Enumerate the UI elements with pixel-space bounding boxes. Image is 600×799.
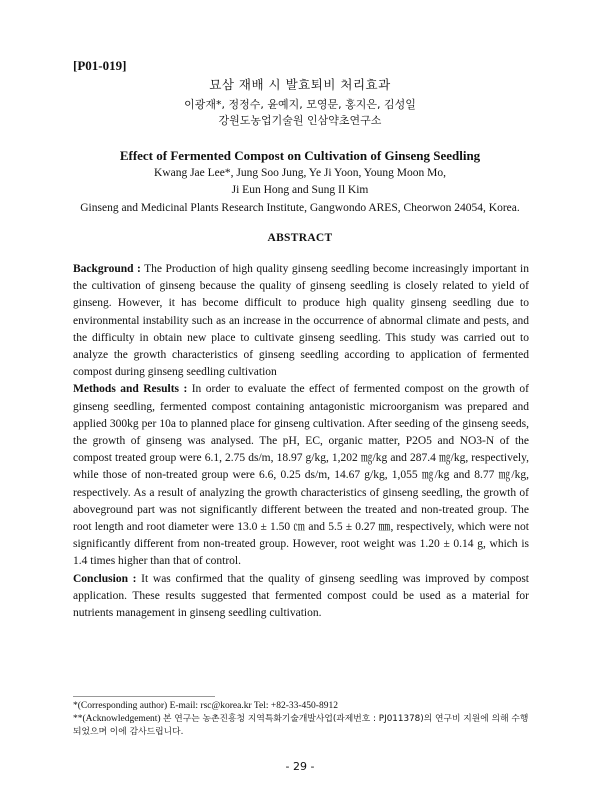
korean-authors: 이광재*, 정정수, 윤예지, 모영문, 홍지은, 김성일 <box>184 98 416 111</box>
background-paragraph <box>73 261 529 381</box>
english-authors-line2: Ji Eun Hong and Sung Il Kim <box>231 184 369 196</box>
abstract-code: [P01-019] <box>73 58 127 73</box>
english-title: Effect of Fermented Compost on Cultivation of Ginseng Seedling <box>119 148 481 163</box>
korean-affiliation: 강원도농업기술원 인삼약초연구소 <box>218 114 382 127</box>
page-number: - 29 - <box>285 760 315 773</box>
methods-text: In order to evaluate the effect of fermented compost on the growth of ginseng seedling, fermented compost containing antagonistic microorganism was prepared and applied 300kg per 10a to planned place for ginseng cultivation. After seeding of the ginseng seeds, the growth of ginseng was analysed. The pH, EC, organic matter, P2O5 and NO3-N of the compost treated group were 6.1, 2.75 ds/m, 18.97 g/kg, 1,202 ㎎/kg and 287.4 ㎎/kg, respectively, while those of non-treated group were 6.6, 0.25 ds/m, 14.67 g/kg, 1,055 ㎎/kg and 8.77 ㎎/kg, respectively. As a result of analyzing the growth characteristics of ginseng seedling, the growth of aboveground part was not significantly different between the treated and non-treated group. The root length and root diameter were 13.0 ± 1.50 ㎝ and 5.5 ± 0.27 ㎜, respectively, which were not significantly different from non-treated group. However, root weight was 1.20 ± 0.14 g, which is 1.4 times higher than that of control. <box>73 383 529 568</box>
footnote-acknowledgement <box>73 713 533 739</box>
footnote-corresponding: *(Corresponding author) E-mail: rsc@korea.kr Tel: +82-33-450-8912 <box>73 701 338 711</box>
conclusion-text: It was confirmed that the quality of ginseng seedling was improved by compost application. These results suggested that fermented compost could be used as a material for nutrients management in ginseng seedling cultivation. <box>73 572 529 620</box>
ack-prefix: **(Acknowledgement) <box>73 714 163 724</box>
korean-title: 묘삼 재배 시 발효퇴비 처리효과 <box>209 77 391 92</box>
methods-paragraph <box>73 381 529 570</box>
abstract-heading: ABSTRACT <box>267 232 333 244</box>
ack-text: 본 연구는 농촌진흥청 지역특화기술개발사업(과제번호 : PJ011378)의 연구비 지원에 의해 수행되었으며 이에 감사드립니다. <box>73 714 529 737</box>
abstract-body <box>73 261 529 622</box>
background-text: The Production of high quality ginseng seedling become increasingly important in the cultivation of ginseng because the quality of ginseng seedling is closely related to yield of ginseng. However, it has become difficult to produce high quality ginseng seedling due to environmental instability such as an increase in the occurrence of abnormal climate and pests, and the difficulty in obtain new place to cultivate ginseng seedling. This study was carried out to analyze the growth characteristics of ginseng seedling according to application of fermented compost during ginseng seedling cultivation <box>73 263 529 379</box>
conclusion-label: Conclusion : <box>73 572 137 585</box>
conclusion-paragraph <box>73 571 529 623</box>
english-authors-line1: Kwang Jae Lee*, Jung Soo Jung, Ye Ji Yoon, Young Moon Mo, <box>153 167 446 179</box>
methods-label: Methods and Results : <box>73 383 188 396</box>
footnote-divider <box>73 696 215 697</box>
english-affiliation: Ginseng and Medicinal Plants Research Institute, Gangwondo ARES, Cheorwon 24054, Korea. <box>80 202 520 214</box>
background-label: Background : <box>73 263 141 275</box>
